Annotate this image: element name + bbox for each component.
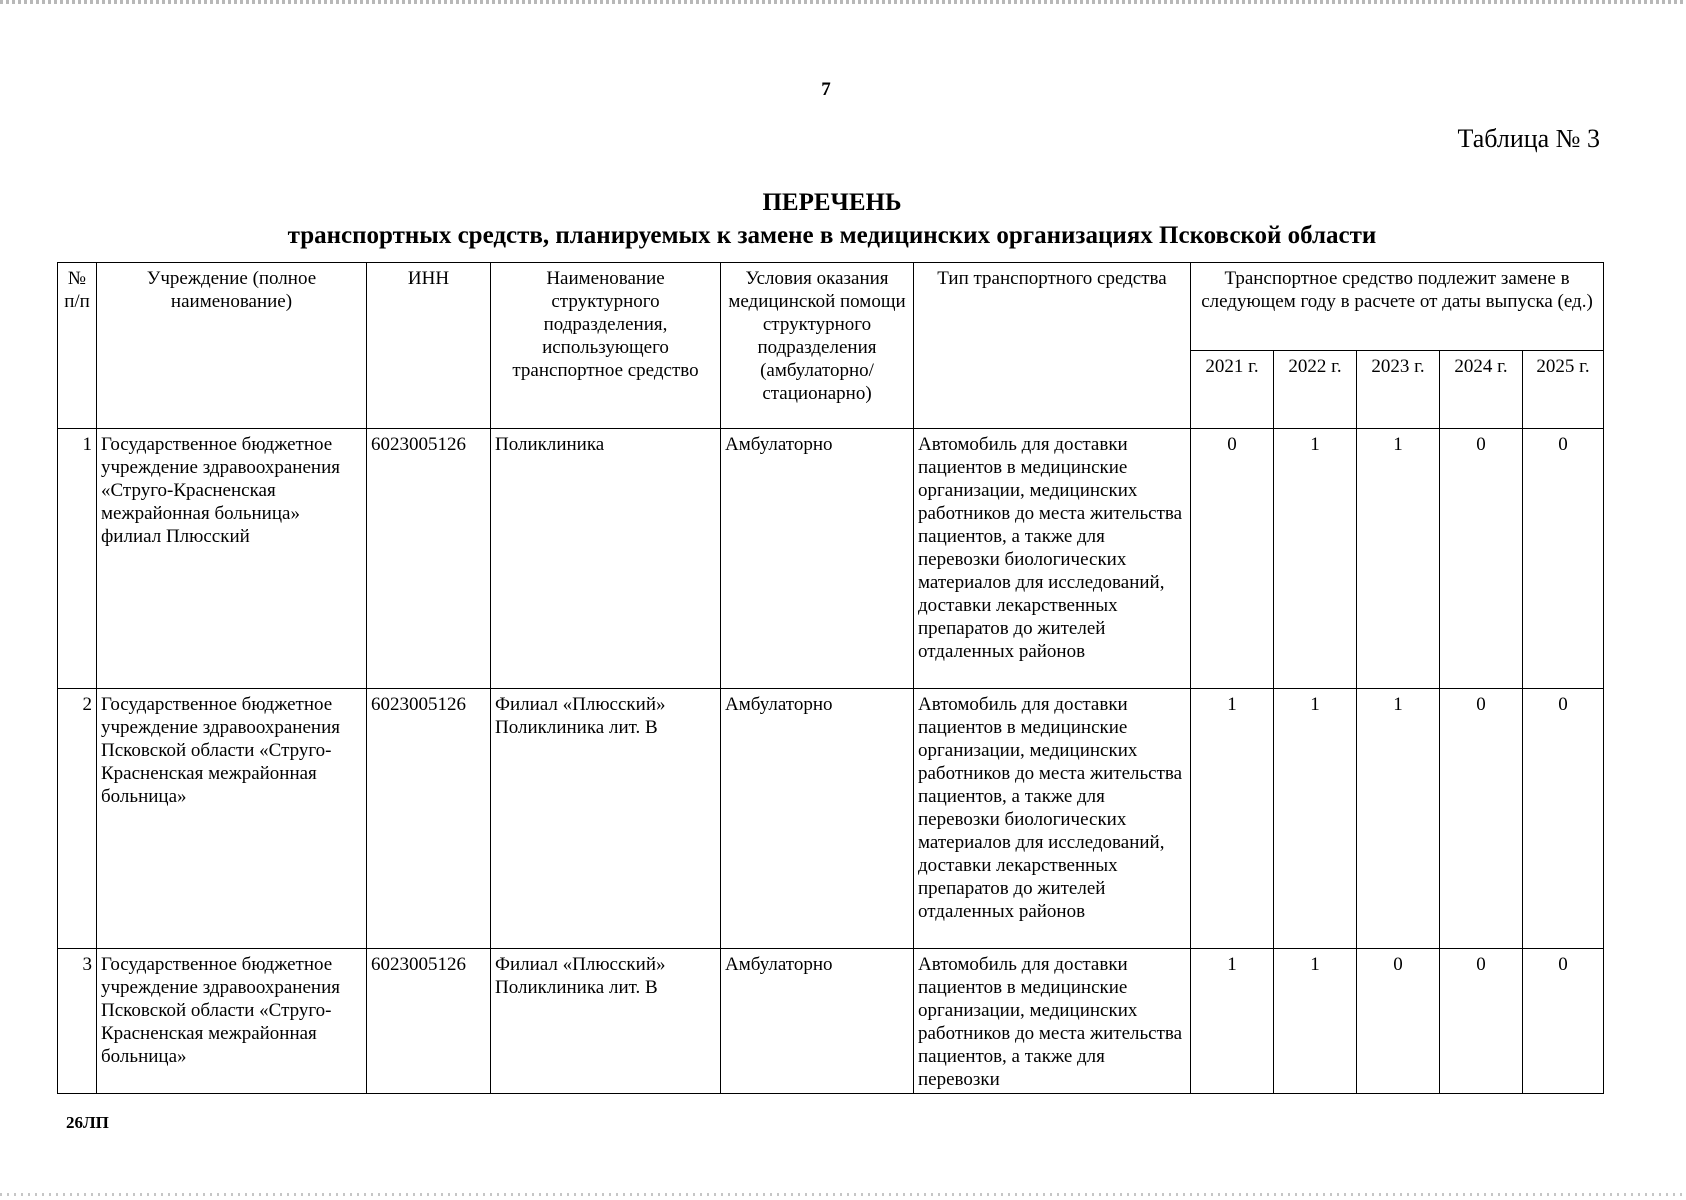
row-num: 1 xyxy=(58,429,97,689)
row-conditions: Амбулаторно xyxy=(721,429,914,689)
row-vehicle-type: Автомобиль для доставки пациентов в медицинские организации, медицинских работников до места жительства пациентов, а также для перевозки xyxy=(914,949,1191,1094)
header-division: Наименование структурного подразделения, использующего транспортное средство xyxy=(491,263,721,429)
row-vehicle-type: Автомобиль для доставки пациентов в медицинские организации, медицинских работников до места жительства пациентов, а также для перевозки биологических материалов для исследований, доставки лекарственных препаратов до жителей отдаленных районов xyxy=(914,689,1191,949)
header-year-2025: 2025 г. xyxy=(1523,351,1604,429)
table-number: Таблица № 3 xyxy=(1457,124,1600,153)
header-year-2021: 2021 г. xyxy=(1191,351,1274,429)
row-conditions: Амбулаторно xyxy=(721,949,914,1094)
table-row xyxy=(58,429,1604,689)
header-vehicle-type: Тип транспортного средства xyxy=(914,263,1191,429)
row-institution: Государственное бюджетное учреждение здравоохранения Псковской области «Струго-Красненская межрайонная больница» xyxy=(97,689,367,949)
row-count-2025: 0 xyxy=(1523,429,1604,689)
row-count-2023: 1 xyxy=(1357,689,1440,949)
header-year-2022: 2022 г. xyxy=(1274,351,1357,429)
header-institution: Учреждение (полное наименование) xyxy=(97,263,367,429)
header-conditions: Условия оказания медицинской помощи структурного подразделения (амбулаторно/стационарно) xyxy=(721,263,914,429)
row-count-2024: 0 xyxy=(1440,949,1523,1094)
row-inn: 6023005126 xyxy=(367,949,491,1094)
row-num: 3 xyxy=(58,949,97,1094)
scan-edge-top xyxy=(0,0,1686,4)
footer-document-code: 26ЛП xyxy=(66,1113,109,1132)
row-division: Поликлиника xyxy=(491,429,721,689)
row-count-2024: 0 xyxy=(1440,689,1523,949)
row-num: 2 xyxy=(58,689,97,949)
header-inn: ИНН xyxy=(367,263,491,429)
row-conditions: Амбулаторно xyxy=(721,689,914,949)
header-num: № п/п xyxy=(58,263,97,429)
row-institution: Государственное бюджетное учреждение здравоохранения «Струго-Красненская межрайонная больница» филиал Плюсский xyxy=(97,429,367,689)
row-inn: 6023005126 xyxy=(367,689,491,949)
document-subtitle: транспортных средств, планируемых к замене в медицинских организациях Псковской области xyxy=(287,222,1377,249)
table-row xyxy=(58,689,1604,949)
page-number: 7 xyxy=(821,79,831,100)
row-count-2022: 1 xyxy=(1274,429,1357,689)
row-count-2023: 0 xyxy=(1357,949,1440,1094)
row-count-2021: 0 xyxy=(1191,429,1274,689)
header-replacement-group: Транспортное средство подлежит замене в следующем году в расчете от даты выпуска (ед.) xyxy=(1191,263,1604,351)
table-row xyxy=(58,949,1604,1094)
row-division: Филиал «Плюсский» Поликлиника лит. В xyxy=(491,689,721,949)
vehicle-replacement-table xyxy=(57,262,1604,1094)
header-row xyxy=(58,263,1604,351)
row-count-2022: 1 xyxy=(1274,689,1357,949)
row-division: Филиал «Плюсский» Поликлиника лит. В xyxy=(491,949,721,1094)
row-institution: Государственное бюджетное учреждение здравоохранения Псковской области «Струго-Красненская межрайонная больница» xyxy=(97,949,367,1094)
row-count-2025: 0 xyxy=(1523,949,1604,1094)
row-count-2022: 1 xyxy=(1274,949,1357,1094)
row-count-2023: 1 xyxy=(1357,429,1440,689)
row-count-2021: 1 xyxy=(1191,689,1274,949)
header-year-2024: 2024 г. xyxy=(1440,351,1523,429)
document-title: ПЕРЕЧЕНЬ xyxy=(762,189,902,216)
header-year-2023: 2023 г. xyxy=(1357,351,1440,429)
row-vehicle-type: Автомобиль для доставки пациентов в медицинские организации, медицинских работников до места жительства пациентов, а также для перевозки биологических материалов для исследований, доставки лекарственных препаратов до жителей отдаленных районов xyxy=(914,429,1191,689)
row-count-2024: 0 xyxy=(1440,429,1523,689)
scan-edge-bottom xyxy=(0,1193,1686,1196)
row-count-2021: 1 xyxy=(1191,949,1274,1094)
row-count-2025: 0 xyxy=(1523,689,1604,949)
row-inn: 6023005126 xyxy=(367,429,491,689)
